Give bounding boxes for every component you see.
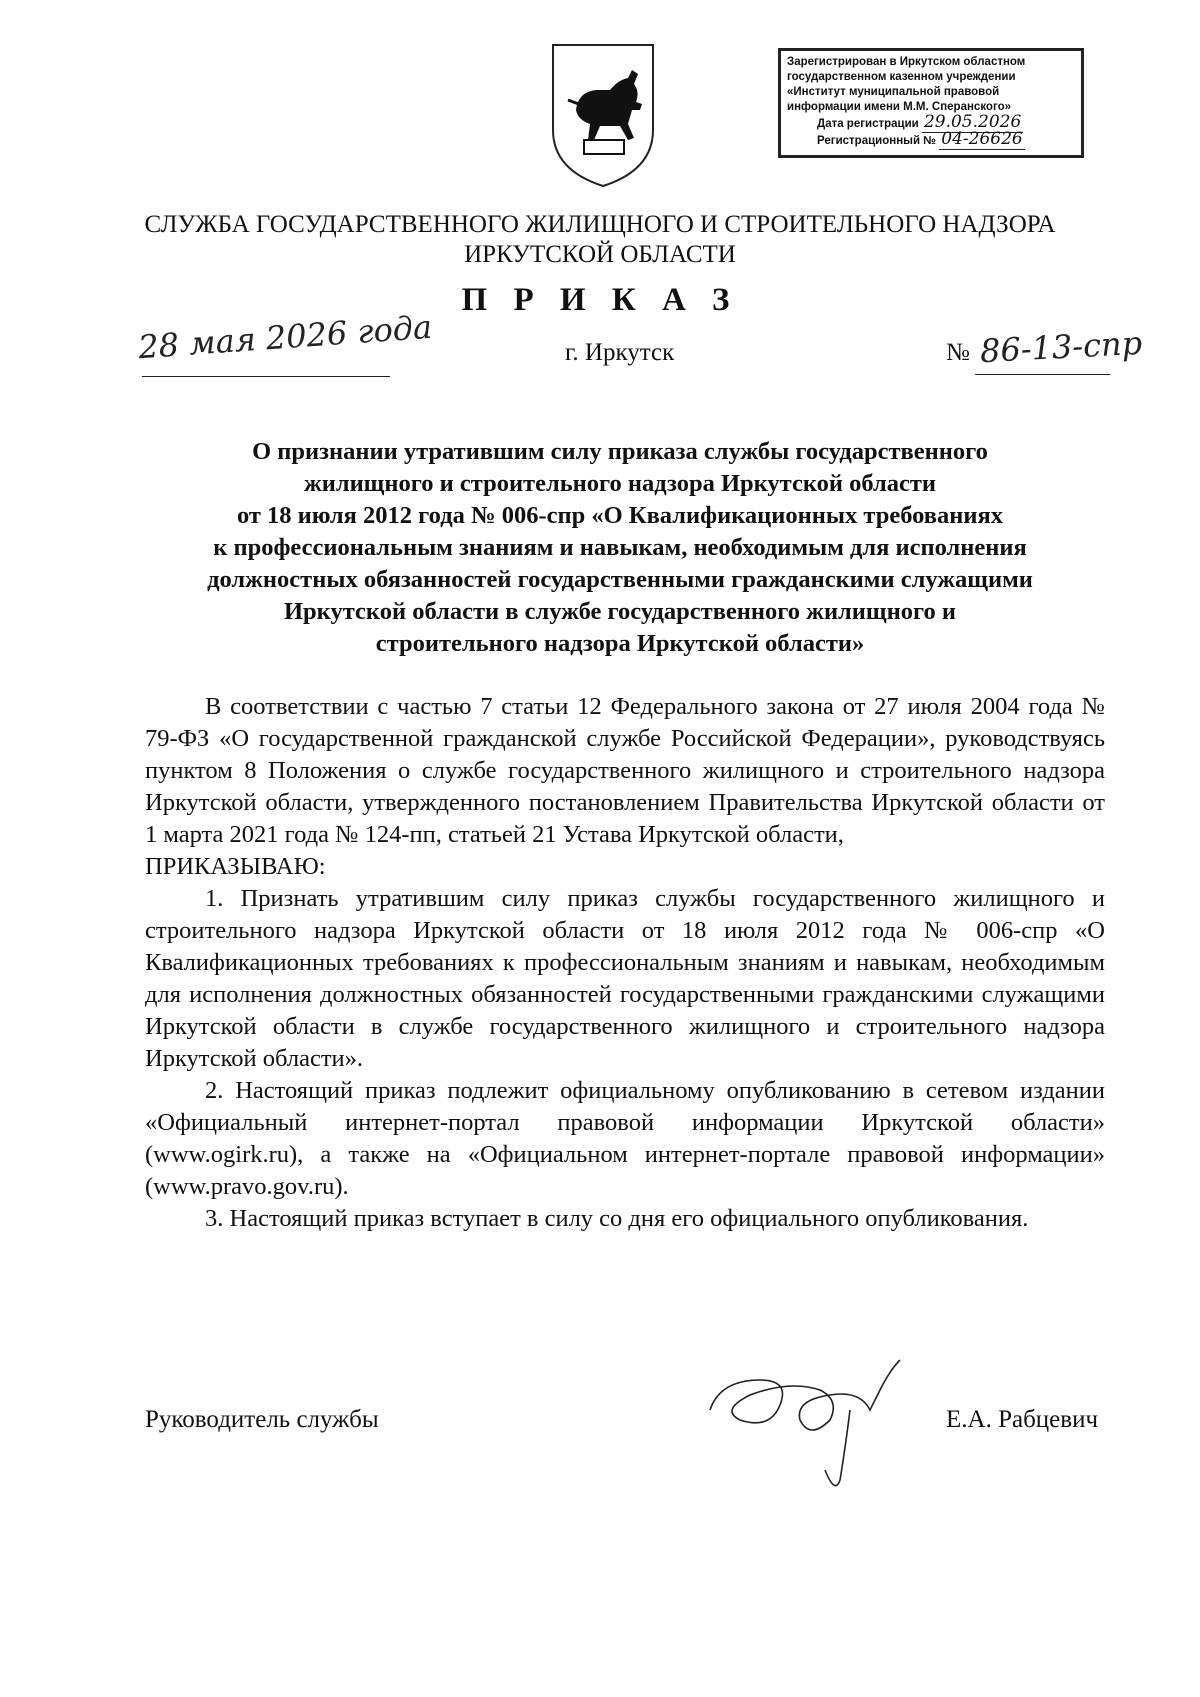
heading-line: Иркутской области в службе государственного жилищного и: [284, 598, 956, 625]
heading-line: О признании утратившим силу приказа службы государственного: [252, 438, 988, 465]
handwritten-signature: [700, 1350, 930, 1500]
city: г. Иркутск: [565, 339, 675, 366]
heading-line: строительного надзора Иркутской области»: [375, 630, 865, 657]
preamble-paragraph: В соответствии с частью 7 статьи 12 Федерального закона от 27 июля 2004 года № 79-ФЗ «О государственной гражданской службе Российской Федерации», руководствуясь пунктом 8 Положения о службе государственного жилищного и строительного надзора Иркутской области, утвержденного постановлением Правительства Иркутской области от 1 марта 2021 года № 124-пп, статьей 21 Устава Иркутской области,: [145, 693, 1105, 848]
stamp-date-label: Дата регистрации: [817, 118, 919, 130]
stamp-line: информации имени М.М. Сперанского»: [787, 101, 1012, 113]
stamp-line: государственном казенном учреждении: [787, 71, 1016, 83]
order-body: [145, 691, 1105, 1235]
order-item-1: 1. Признать утратившим силу приказ службы государственного жилищного и строительного надзора Иркутской области от 18 июля 2012 года № 006-спр «О Квалификационных требованиях к профессиональным знаниям и навыкам, необходимым для исполнения должностных обязанностей государственными гражданскими служащими Иркутской области в службе государственного жилищного и строительного надзора Иркутской области».: [145, 885, 1105, 1072]
stamp-date-value: 29.05.2026: [923, 112, 1022, 132]
document-type-title: П Р И К А З: [461, 282, 739, 318]
number-underline: [975, 374, 1110, 375]
order-item-2: 2. Настоящий приказ подлежит официальному опубликованию в сетевом издании «Официальный интернет-портал правовой информации Иркутской области» (www.ogirk.ru), а также на «Официальном интернет-портале правовой информации» (www.pravo.gov.ru).: [145, 1077, 1105, 1200]
stamp-line: «Институт муниципальной правовой: [787, 86, 1000, 98]
heading-line: жилищного и строительного надзора Иркутской области: [303, 470, 937, 497]
agency-line: СЛУЖБА ГОСУДАРСТВЕННОГО ЖИЛИЩНОГО И СТРОИТЕЛЬНОГО НАДЗОРА: [144, 211, 1056, 238]
stamp-number-label: Регистрационный №: [817, 135, 937, 147]
registration-stamp: [778, 48, 1084, 158]
stamp-line: Зарегистрирован в Иркутском областном: [787, 56, 1026, 68]
coat-of-arms-icon: [548, 40, 658, 190]
signatory-position: Руководитель службы: [145, 1406, 379, 1433]
stamp-number-value: 04-26626: [941, 129, 1023, 149]
heading-line: должностных обязанностей государственными гражданскими служащими: [207, 566, 1033, 593]
order-heading: [140, 436, 1100, 660]
order-number-handwritten: 86-13-спр: [979, 323, 1143, 371]
order-word: ПРИКАЗЫВАЮ:: [145, 853, 326, 880]
signatory-name: Е.А. Рабцевич: [946, 1406, 1099, 1433]
heading-line: от 18 июля 2012 года № 006-спр «О Квалификационных требованиях: [236, 502, 1004, 529]
heading-line: к профессиональным знаниям и навыкам, необходимым для исполнения: [213, 534, 1027, 561]
date-underline: [142, 376, 390, 377]
agency-line: ИРКУТСКОЙ ОБЛАСТИ: [464, 241, 736, 268]
order-number-label: №: [946, 339, 970, 366]
order-item-3: 3. Настоящий приказ вступает в силу со дня его официального опубликования.: [205, 1205, 1029, 1232]
agency-name: [0, 210, 1200, 270]
order-date-handwritten: 28 мая 2026 года: [137, 307, 434, 367]
